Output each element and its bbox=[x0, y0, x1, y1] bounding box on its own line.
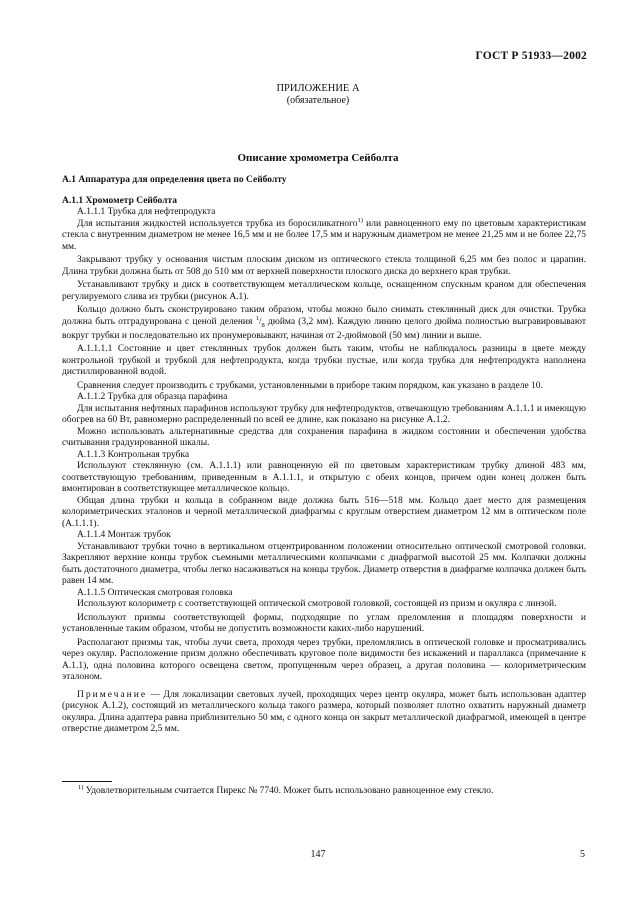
paragraph: А.1.1.4 Монтаж трубок bbox=[77, 530, 171, 541]
paragraph: Используют призмы соответствующей формы, подходящие по углам преломления и площадям поверхности и установленные таким образом, чтобы не допустить возможности каких-либо нарушений. bbox=[62, 612, 586, 635]
paragraph: Используют колориметр с соответствующей оптической смотровой головкой, состоящей из призм и окуляра с линзой. bbox=[77, 599, 557, 610]
body-text bbox=[62, 175, 586, 736]
paragraph: Закрывают трубку у основания чистым плоским диском из оптического стекла толщиной 6,25 мм без полос и царапин. Длина трубки должна быть от 508 до 510 мм от верхней поверхности плоского диска до верхнего края трубки. bbox=[62, 255, 586, 277]
paragraph: Можно использовать альтернативные средства для сохранения парафина в жидком состоянии и обеспечения удобства считывания градуированной шкалы. bbox=[62, 426, 586, 449]
paragraph: А.1.1.3 Контрольная трубка bbox=[77, 449, 190, 460]
fraction-denominator: 8 bbox=[261, 321, 265, 329]
appendix-status: (обязательное) bbox=[286, 95, 350, 106]
paragraph: Устанавливают трубку и диск в соответствующем металлическом кольце, оснащенном спускным краном для обеспечения регулируемого слива из трубки (рисунок А.1). bbox=[62, 280, 586, 302]
paragraph: Располагают призмы так, чтобы лучи света, проходя через трубки, преломлялись в оптической головке и просматривались через окуляр. Расположение призм должно обеспечивать круговое поле видимости без искажений и параллакса (примечание к А.1.1), одна половина которого освещена светом, пропущенным через образец, а другая половина — колориметрическим эталоном. bbox=[62, 637, 586, 683]
page-number: 147 bbox=[310, 849, 326, 860]
appendix-title: ПРИЛОЖЕНИЕ А bbox=[276, 83, 360, 94]
paragraph: Используют стеклянную (см. А.1.1.1) или равноценную ей по цветовым характеристикам трубку длиной 483 мм, соответствующую требованиям, приведенным в А.1.1.1, и открытую с обеих концов, причем один конец должен быть вмонтирован в соответствующее металлическое кольцо. bbox=[62, 461, 586, 495]
paragraph: А.1.1.1.1 Состояние и цвет стеклянных трубок должен быть таким, чтобы не наблюдалось разницы в цвете между контрольной трубкой и трубкой для нефтепродукта, когда трубки пустые, или когда трубка для нефтепродукта наполнена дистиллированной водой. bbox=[62, 344, 586, 378]
paragraph: А.1.1.1 Трубка для нефтепродукта bbox=[77, 207, 216, 217]
footnote bbox=[78, 783, 588, 798]
paragraph: А.1.1.2 Трубка для образца парафина bbox=[77, 392, 228, 403]
footnote-divider bbox=[62, 781, 112, 782]
footnote-marker: 1) bbox=[78, 783, 84, 791]
paragraph: Общая длина трубки и кольца в собранном виде должна быть 516—518 мм. Кольцо дает место для размещения колориметрических эталонов и черной металлической диафрагмы с круглым отверстием диаметром 12 мм в оптическом поле (А.1.1.1). bbox=[62, 495, 586, 529]
paragraph-text: Кольцо должно быть сконструировано таким образом, чтобы можно было снимать стеклянный диск для очистки. Трубка должна быть отградуирована с ценой деления bbox=[62, 305, 586, 327]
paragraph: Для испытания нефтяных парафинов используют трубку для нефтепродуктов, отвечающую требованиям А.1.1.1 и имеющую обогрев на 60 Вт, равномерно распределенный по всей ее длине, как показано на рисунке А.1.2. bbox=[62, 403, 586, 426]
document-title: Описание хромометра Сейболта bbox=[237, 152, 399, 164]
paragraph: А.1.1.5 Оптическая смотровая головка bbox=[77, 587, 233, 598]
fraction-numerator: 1 bbox=[255, 314, 259, 322]
paragraph bbox=[62, 216, 586, 254]
paragraph-text: или равноценного ему по цветовым характеристикам стекла с внутренним диаметром не менее 16,5 мм и не более 17,5 мм и наружным диаметром не менее 21,25 мм и не более 22,75 мм. bbox=[62, 218, 586, 252]
sheet-number: 5 bbox=[580, 849, 585, 860]
standard-header: ГОСТ Р 51933—2002 bbox=[475, 50, 587, 62]
footnote-marker: 1) bbox=[357, 216, 363, 224]
paragraph: Сравнения следует производить с трубками, установленными в приборе таким порядком, как указано в разделе 10. bbox=[77, 380, 543, 391]
note bbox=[62, 690, 586, 736]
subsection-heading: А.1.1 Хромометр Сейболта bbox=[62, 195, 178, 206]
note-text: — Для локализации световых лучей, проходящих через центр окуляра, может быть использован адаптер (рисунок А.1.2), состоящий из металлического кольца такого размера, который позволяет плотно охватить наружный диаметр окуляра. Длина адаптера равна приблизительно 50 мм, с одного конца он закрыт металлической диафрагмой, имеющей в центре отверстие диаметром 2,5 мм. bbox=[62, 689, 587, 735]
footnote-text: Удовлетворительным считается Пирекс № 7740. Может быть использовано равноценное ему стекло. bbox=[85, 786, 494, 796]
paragraph-text: Для испытания жидкостей используется трубка из боросиликатного bbox=[77, 218, 358, 229]
note-label: Примечание bbox=[77, 689, 148, 700]
section-heading: А.1 Аппаратура для определения цвета по Сейболту bbox=[62, 175, 287, 185]
paragraph: Кольцо должно быть сконструировано таким образом, чтобы можно было снимать стеклянный диск для очистки. Трубка должна быть отградуирована с ценой деления $^1/_8$ дюйма (3,2 мм). Каждую линию целого дюйма полностью выгравировывают вокруг трубки и последовательно их пронумеровывают, начиная от 2-дюймовой (50 мм) линии и выше. bbox=[62, 305, 586, 341]
paragraph-text: дюйма (3,2 мм). Каждую линию целого дюйма полностью выгравировывают вокруг трубки и последовательно их пронумеровывают, начиная от 2-дюймовой (50 мм) линии и выше. bbox=[62, 316, 586, 341]
paragraph: Устанавливают трубки точно в вертикальном отцентрированном положении относительно оптической смотровой головки. Закрепляют верхние концы трубок съемными металлическими колпачками с диафрагмой высотой 25 мм. Колпачки должны быть достаточного диаметра, чтобы легко насаживаться на концы трубок. Диаметр отверстия в диафрагме колпачка должен быть равен 14 мм. bbox=[62, 541, 586, 587]
